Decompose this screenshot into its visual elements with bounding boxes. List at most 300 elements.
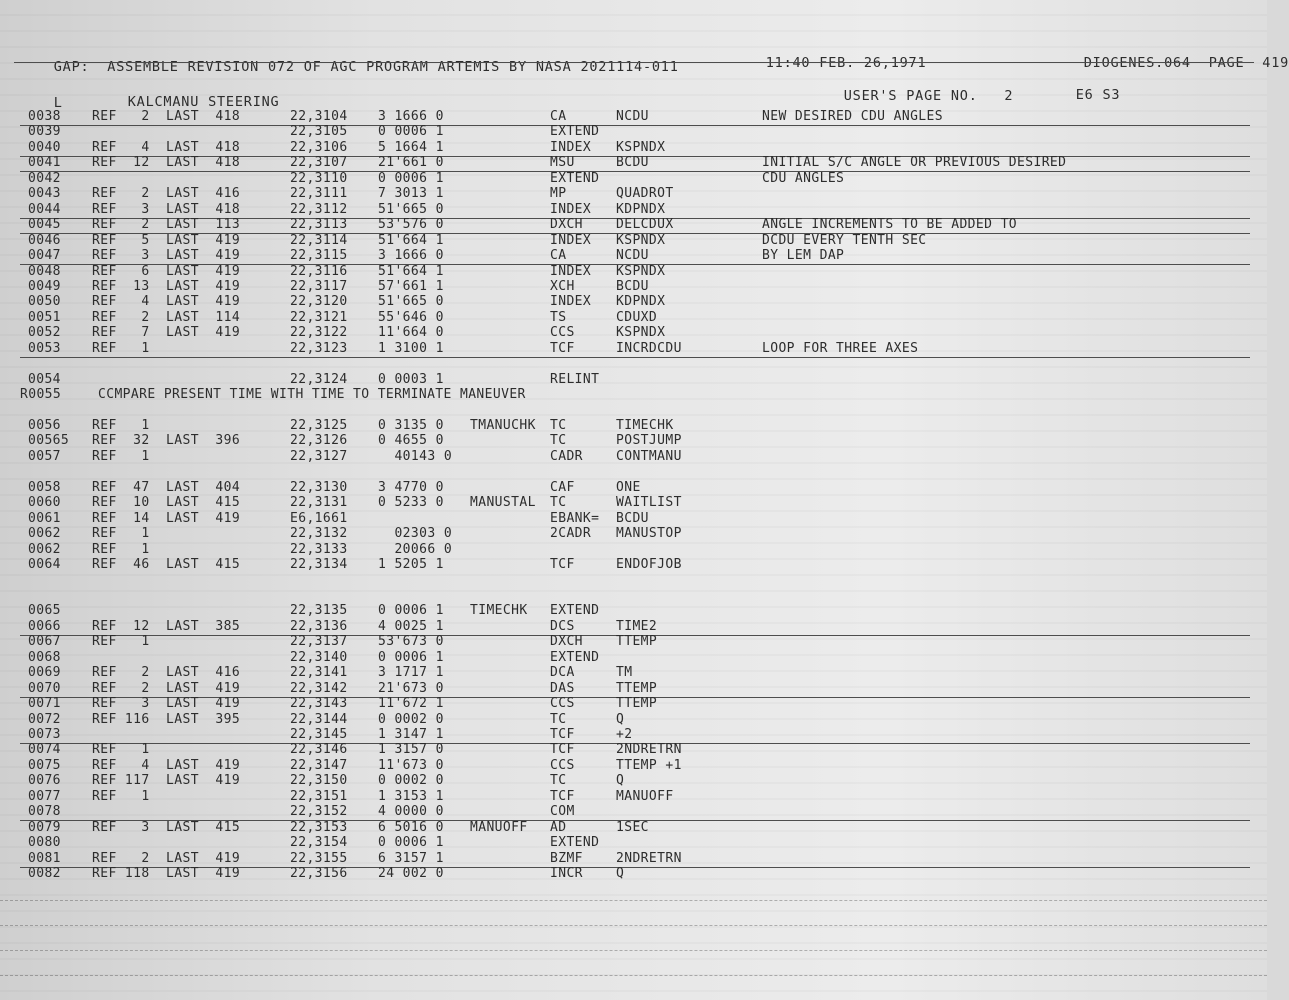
opcode: INDEX: [550, 294, 592, 310]
address: 22,3151: [290, 788, 348, 804]
address: 22,3135: [290, 603, 348, 619]
line-number: 0065: [28, 603, 61, 619]
opcode: MSU: [550, 155, 575, 171]
octal-code: 0 4655 0: [378, 433, 444, 449]
line-number: R0055: [20, 387, 62, 403]
listing-line: [0, 326, 1267, 341]
operand: POSTJUMP: [616, 433, 682, 449]
listing-line: [0, 357, 1267, 372]
listing-line: [0, 635, 1267, 650]
address: 22,3115: [290, 248, 348, 264]
listing-line: [0, 651, 1267, 666]
line-number: 0053: [28, 340, 61, 356]
opcode: RELINT: [550, 371, 600, 387]
listing-line: [0, 589, 1267, 604]
opcode: CA: [550, 109, 567, 124]
opcode: CAF: [550, 479, 575, 495]
octal-code: 24 002 0: [378, 866, 444, 882]
listing-line: [0, 311, 1267, 326]
listing-line: [0, 203, 1267, 218]
ref-field: REF 3 LAST 419: [92, 248, 241, 264]
octal-code: 53'673 0: [378, 634, 444, 650]
operand: NCDU: [616, 248, 649, 264]
listing-line: [0, 759, 1267, 774]
listing-line: [0, 836, 1267, 851]
octal-code: 4 0025 1: [378, 618, 444, 634]
opcode: TC: [550, 433, 567, 449]
listing-line: [0, 373, 1267, 388]
line-number: 0044: [28, 201, 61, 217]
address: 22,3125: [290, 418, 348, 433]
bottom-rule: [0, 950, 1267, 951]
line-number: 0049: [28, 278, 61, 294]
octal-code: 51'664 1: [378, 232, 444, 248]
listing-line: [0, 790, 1267, 805]
ref-field: REF 1: [92, 448, 150, 464]
listing-line: [0, 156, 1267, 171]
line-number: 0080: [28, 835, 61, 851]
opcode: TS: [550, 309, 567, 325]
octal-code: 11'673 0: [378, 757, 444, 773]
listing-line: [0, 574, 1267, 589]
opcode: EBANK=: [550, 510, 600, 526]
opcode: TC: [550, 495, 567, 511]
header-timestamp: 11:40 FEB. 26,1971: [765, 55, 927, 71]
address: 22,3116: [290, 263, 348, 279]
opcode: CCS: [550, 757, 575, 773]
operand: Q: [616, 711, 625, 727]
listing-line: [0, 774, 1267, 789]
operand: KSPNDX: [616, 325, 666, 341]
operand: KSPNDX: [616, 263, 666, 279]
listing-line: [0, 496, 1267, 511]
listing-line: [0, 295, 1267, 310]
octal-code: 1 3147 1: [378, 727, 444, 742]
ref-field: REF 47 LAST 404: [92, 479, 241, 495]
line-number: 0071: [28, 696, 61, 712]
octal-code: 51'665 0: [378, 201, 444, 217]
address: 22,3150: [290, 773, 348, 789]
address: 22,3114: [290, 232, 348, 248]
ref-field: REF 7 LAST 419: [92, 325, 241, 341]
address: 22,3144: [290, 711, 348, 727]
address: 22,3153: [290, 819, 348, 835]
octal-code: 53'576 0: [378, 217, 444, 233]
octal-code: 02303 0: [378, 526, 453, 542]
octal-code: 3 4770 0: [378, 479, 444, 495]
line-number: 0062: [28, 541, 61, 557]
ref-field: REF 1: [92, 418, 150, 433]
address: 22,3143: [290, 696, 348, 712]
opcode: DAS: [550, 680, 575, 696]
listing-line: [0, 743, 1267, 758]
opcode: EXTEND: [550, 170, 600, 186]
ref-field: REF 6 LAST 419: [92, 263, 241, 279]
comment: ANGLE INCREMENTS TO BE ADDED TO: [762, 217, 1018, 233]
octal-code: 5 1664 1: [378, 139, 444, 155]
ref-field: REF 117 LAST 419: [92, 773, 241, 789]
line-number: 0066: [28, 618, 61, 634]
line-number: 0045: [28, 217, 61, 233]
operand: CONTMANU: [616, 448, 682, 464]
comment: LOOP FOR THREE AXES: [762, 340, 919, 356]
ref-field: REF 116 LAST 395: [92, 711, 241, 727]
line-number: 0042: [28, 170, 61, 186]
octal-code: 11'664 0: [378, 325, 444, 341]
operand: WAITLIST: [616, 495, 682, 511]
line-number: 0068: [28, 649, 61, 665]
operand: TTEMP +1: [616, 757, 682, 773]
listing-line: [0, 666, 1267, 681]
line-number: 0041: [28, 155, 61, 171]
address: 22,3156: [290, 866, 348, 882]
address: 22,3126: [290, 433, 348, 449]
octal-code: 0 5233 0: [378, 495, 444, 511]
operand: KDPNDX: [616, 294, 666, 310]
ref-field: REF 10 LAST 415: [92, 495, 241, 511]
opcode: TCF: [550, 742, 575, 758]
octal-code: 0 0002 0: [378, 773, 444, 789]
ref-field: REF 3 LAST 418: [92, 201, 241, 217]
octal-code: 51'665 0: [378, 294, 444, 310]
opcode: 2CADR: [550, 526, 592, 542]
users-page-label: USER'S PAGE NO. 2: [843, 88, 1014, 104]
opcode: TCF: [550, 557, 575, 573]
ref-field: REF 3 LAST 419: [92, 696, 241, 712]
operand: Q: [616, 866, 625, 882]
operand: 2NDRETRN: [616, 742, 682, 758]
opcode: EXTEND: [550, 603, 600, 619]
listing-line: [0, 481, 1267, 496]
line-number: 0043: [28, 186, 61, 202]
ref-field: REF 3 LAST 415: [92, 819, 241, 835]
listing-line: [0, 512, 1267, 527]
octal-code: 20066 0: [378, 541, 453, 557]
line-number: 0069: [28, 665, 61, 681]
octal-code: 1 5205 1: [378, 557, 444, 573]
ref-field: REF 32 LAST 396: [92, 433, 241, 449]
listing-line: [0, 713, 1267, 728]
listing-line: [0, 867, 1267, 882]
address: 22,3112: [290, 201, 348, 217]
address: 22,3124: [290, 371, 348, 387]
octal-code: 6 5016 0: [378, 819, 444, 835]
address: 22,3154: [290, 835, 348, 851]
line-number: 0061: [28, 510, 61, 526]
ref-field: CCMPARE PRESENT TIME WITH TIME TO TERMINATE MANEUVER: [98, 387, 526, 403]
address: 22,3111: [290, 186, 348, 202]
operand: BCDU: [616, 155, 649, 171]
address: E6,1661: [290, 510, 348, 526]
operand: ENDOFJOB: [616, 557, 682, 573]
line-number: 0060: [28, 495, 61, 511]
listing-line: [0, 218, 1267, 233]
ref-field: REF 13 LAST 419: [92, 278, 241, 294]
octal-code: 6 3157 1: [378, 850, 444, 866]
line-number: 00565: [28, 433, 70, 449]
opcode: XCH: [550, 278, 575, 294]
label-field: MANUOFF: [470, 819, 528, 835]
opcode: DXCH: [550, 634, 583, 650]
line-number: 0078: [28, 804, 61, 820]
ref-field: REF 2 LAST 416: [92, 186, 241, 202]
address: 22,3137: [290, 634, 348, 650]
listing-line: [0, 728, 1267, 743]
listing-line: [0, 141, 1267, 156]
header-rule: [14, 62, 1254, 63]
opcode: AD: [550, 819, 567, 835]
operand: +2: [616, 727, 633, 742]
operand: TTEMP: [616, 696, 658, 712]
ref-field: REF 2 LAST 113: [92, 217, 241, 233]
octal-code: 0 0006 1: [378, 603, 444, 619]
ref-field: REF 1: [92, 742, 150, 758]
line-number: 0062: [28, 526, 61, 542]
line-number: 0081: [28, 850, 61, 866]
line-number: 0039: [28, 124, 61, 140]
line-number: 0079: [28, 819, 61, 835]
header-page: DIOGENES.064 PAGE 419: [1083, 55, 1289, 71]
operand: INCRDCDU: [616, 340, 682, 356]
line-number: 0072: [28, 711, 61, 727]
comment: DCDU EVERY TENTH SEC: [762, 232, 927, 248]
line-number: 0058: [28, 479, 61, 495]
line-number: 0056: [28, 418, 61, 433]
label-field: TIMECHK: [470, 603, 528, 619]
line-number: 0057: [28, 448, 61, 464]
listing-line: [0, 697, 1267, 712]
operand: TTEMP: [616, 634, 658, 650]
opcode: COM: [550, 804, 575, 820]
line-number: 0046: [28, 232, 61, 248]
opcode: TCF: [550, 727, 575, 742]
listing-line: [0, 404, 1267, 419]
address: 22,3127: [290, 448, 348, 464]
listing-line: [0, 805, 1267, 820]
opcode: TC: [550, 773, 567, 789]
octal-code: 7 3013 1: [378, 186, 444, 202]
octal-code: 0 0003 1: [378, 371, 444, 387]
address: 22,3146: [290, 742, 348, 758]
ref-field: REF 1: [92, 634, 150, 650]
octal-code: 40143 0: [378, 448, 453, 464]
opcode: INDEX: [550, 232, 592, 248]
octal-code: 1 3157 0: [378, 742, 444, 758]
address: 22,3147: [290, 757, 348, 773]
line-number: 0038: [28, 109, 61, 124]
line-number: 0051: [28, 309, 61, 325]
header-assembly-text: GAP: ASSEMBLE REVISION 072 OF AGC PROGRAM ARTEMIS BY NASA 2021114-011: [53, 59, 679, 75]
label-field: TMANUCHK: [470, 418, 536, 433]
opcode: DCS: [550, 618, 575, 634]
octal-code: 0 0006 1: [378, 124, 444, 140]
ref-field: REF 2 LAST 419: [92, 850, 241, 866]
ref-field: REF 46 LAST 415: [92, 557, 241, 573]
ref-field: REF 5 LAST 419: [92, 232, 241, 248]
address: 22,3134: [290, 557, 348, 573]
opcode: TCF: [550, 340, 575, 356]
octal-code: 0 0002 0: [378, 711, 444, 727]
ref-field: REF 1: [92, 526, 150, 542]
octal-code: 21'661 0: [378, 155, 444, 171]
opcode: TC: [550, 418, 567, 433]
listing-line: [0, 110, 1267, 125]
octal-code: 57'661 1: [378, 278, 444, 294]
line-number: 0074: [28, 742, 61, 758]
listing-line: [0, 125, 1267, 140]
octal-code: 1 3100 1: [378, 340, 444, 356]
ref-field: REF 12 LAST 418: [92, 155, 241, 171]
listing-line: [0, 852, 1267, 867]
label-field: MANUSTAL: [470, 495, 536, 511]
listing-line: [0, 342, 1267, 357]
ref-field: REF 14 LAST 419: [92, 510, 241, 526]
address: 22,3107: [290, 155, 348, 171]
address: 22,3120: [290, 294, 348, 310]
opcode: EXTEND: [550, 649, 600, 665]
listing-line: [0, 682, 1267, 697]
address: 22,3122: [290, 325, 348, 341]
address: 22,3123: [290, 340, 348, 356]
operand: TM: [616, 665, 633, 681]
operand: 2NDRETRN: [616, 850, 682, 866]
address: 22,3145: [290, 727, 348, 742]
operand: BCDU: [616, 278, 649, 294]
comment: INITIAL S/C ANGLE OR PREVIOUS DESIRED: [762, 155, 1067, 171]
opcode: EXTEND: [550, 124, 600, 140]
line-number: 0067: [28, 634, 61, 650]
opcode: CA: [550, 248, 567, 264]
address: 22,3110: [290, 170, 348, 186]
operand: BCDU: [616, 510, 649, 526]
address: 22,3132: [290, 526, 348, 542]
listing-line: [0, 419, 1267, 434]
listing-line: [0, 234, 1267, 249]
opcode: BZMF: [550, 850, 583, 866]
bank-label: E6 S3: [1075, 87, 1121, 103]
listing-line: [0, 280, 1267, 295]
opcode: TC: [550, 711, 567, 727]
line-number: 0077: [28, 788, 61, 804]
operand: MANUSTOP: [616, 526, 682, 542]
opcode: INDEX: [550, 201, 592, 217]
listing-line: [0, 187, 1267, 202]
listing-line: [0, 249, 1267, 264]
octal-code: 55'646 0: [378, 309, 444, 325]
opcode: INDEX: [550, 263, 592, 279]
listing-line: [0, 172, 1267, 187]
address: 22,3136: [290, 618, 348, 634]
ref-field: REF 2 LAST 114: [92, 309, 241, 325]
octal-code: 4 0000 0: [378, 804, 444, 820]
address: 22,3104: [290, 109, 348, 124]
opcode: EXTEND: [550, 835, 600, 851]
listing-line: [0, 388, 1267, 403]
comment: CDU ANGLES: [762, 170, 845, 186]
ref-field: REF 1: [92, 340, 150, 356]
octal-code: 11'672 1: [378, 696, 444, 712]
address: 22,3141: [290, 665, 348, 681]
listing-line: [0, 465, 1267, 480]
opcode: CADR: [550, 448, 583, 464]
octal-code: 0 0006 1: [378, 170, 444, 186]
address: 22,3152: [290, 804, 348, 820]
comment: NEW DESIRED CDU ANGLES: [762, 109, 943, 124]
operand: QUADROT: [616, 186, 674, 202]
address: 22,3106: [290, 139, 348, 155]
listing-line: [0, 543, 1267, 558]
ref-field: REF 2 LAST 416: [92, 665, 241, 681]
opcode: CCS: [550, 696, 575, 712]
listing-line: [0, 527, 1267, 542]
ref-field: REF 4 LAST 419: [92, 757, 241, 773]
opcode: TCF: [550, 788, 575, 804]
line-number: 0048: [28, 263, 61, 279]
operand: 1SEC: [616, 819, 649, 835]
ref-field: REF 4 LAST 419: [92, 294, 241, 310]
line-number: 0047: [28, 248, 61, 264]
line-number: 0082: [28, 866, 61, 882]
octal-code: 3 1666 0: [378, 248, 444, 264]
address: 22,3117: [290, 278, 348, 294]
line-number: 0073: [28, 727, 61, 742]
comment: BY LEM DAP: [762, 248, 845, 264]
section-title: KALCMANU STEERING: [127, 94, 280, 110]
octal-code: 0 0006 1: [378, 649, 444, 665]
listing-line: [0, 604, 1267, 619]
bottom-rule: [0, 975, 1267, 976]
line-number: 0064: [28, 557, 61, 573]
octal-code: 21'673 0: [378, 680, 444, 696]
line-number: 0054: [28, 371, 61, 387]
octal-code: 0 3135 0: [378, 418, 444, 433]
line-number: 0052: [28, 325, 61, 341]
ref-field: REF 118 LAST 419: [92, 866, 241, 882]
operand: NCDU: [616, 109, 649, 124]
address: 22,3140: [290, 649, 348, 665]
operand: CDUXD: [616, 309, 658, 325]
bottom-rule: [0, 900, 1267, 901]
opcode: DXCH: [550, 217, 583, 233]
address: 22,3130: [290, 479, 348, 495]
octal-code: 3 1666 0: [378, 109, 444, 124]
opcode: MP: [550, 186, 567, 202]
address: 22,3113: [290, 217, 348, 233]
operand: DELCDUX: [616, 217, 674, 233]
operand: TTEMP: [616, 680, 658, 696]
opcode: CCS: [550, 325, 575, 341]
address: 22,3142: [290, 680, 348, 696]
address: 22,3105: [290, 124, 348, 140]
line-number: 0050: [28, 294, 61, 310]
listing-line: [0, 450, 1267, 465]
ref-field: REF 4 LAST 418: [92, 139, 241, 155]
ref-field: REF 1: [92, 541, 150, 557]
octal-code: 3 1717 1: [378, 665, 444, 681]
operand: TIME2: [616, 618, 658, 634]
operand: ONE: [616, 479, 641, 495]
address: 22,3121: [290, 309, 348, 325]
operand: MANUOFF: [616, 788, 674, 804]
listing-line: [0, 558, 1267, 573]
operand: KSPNDX: [616, 139, 666, 155]
address: 22,3131: [290, 495, 348, 511]
ref-field: REF 2 LAST 418: [92, 109, 241, 124]
bottom-rule: [0, 925, 1267, 926]
address: 22,3133: [290, 541, 348, 557]
listing-line: [0, 434, 1267, 449]
listing-line: [0, 821, 1267, 836]
